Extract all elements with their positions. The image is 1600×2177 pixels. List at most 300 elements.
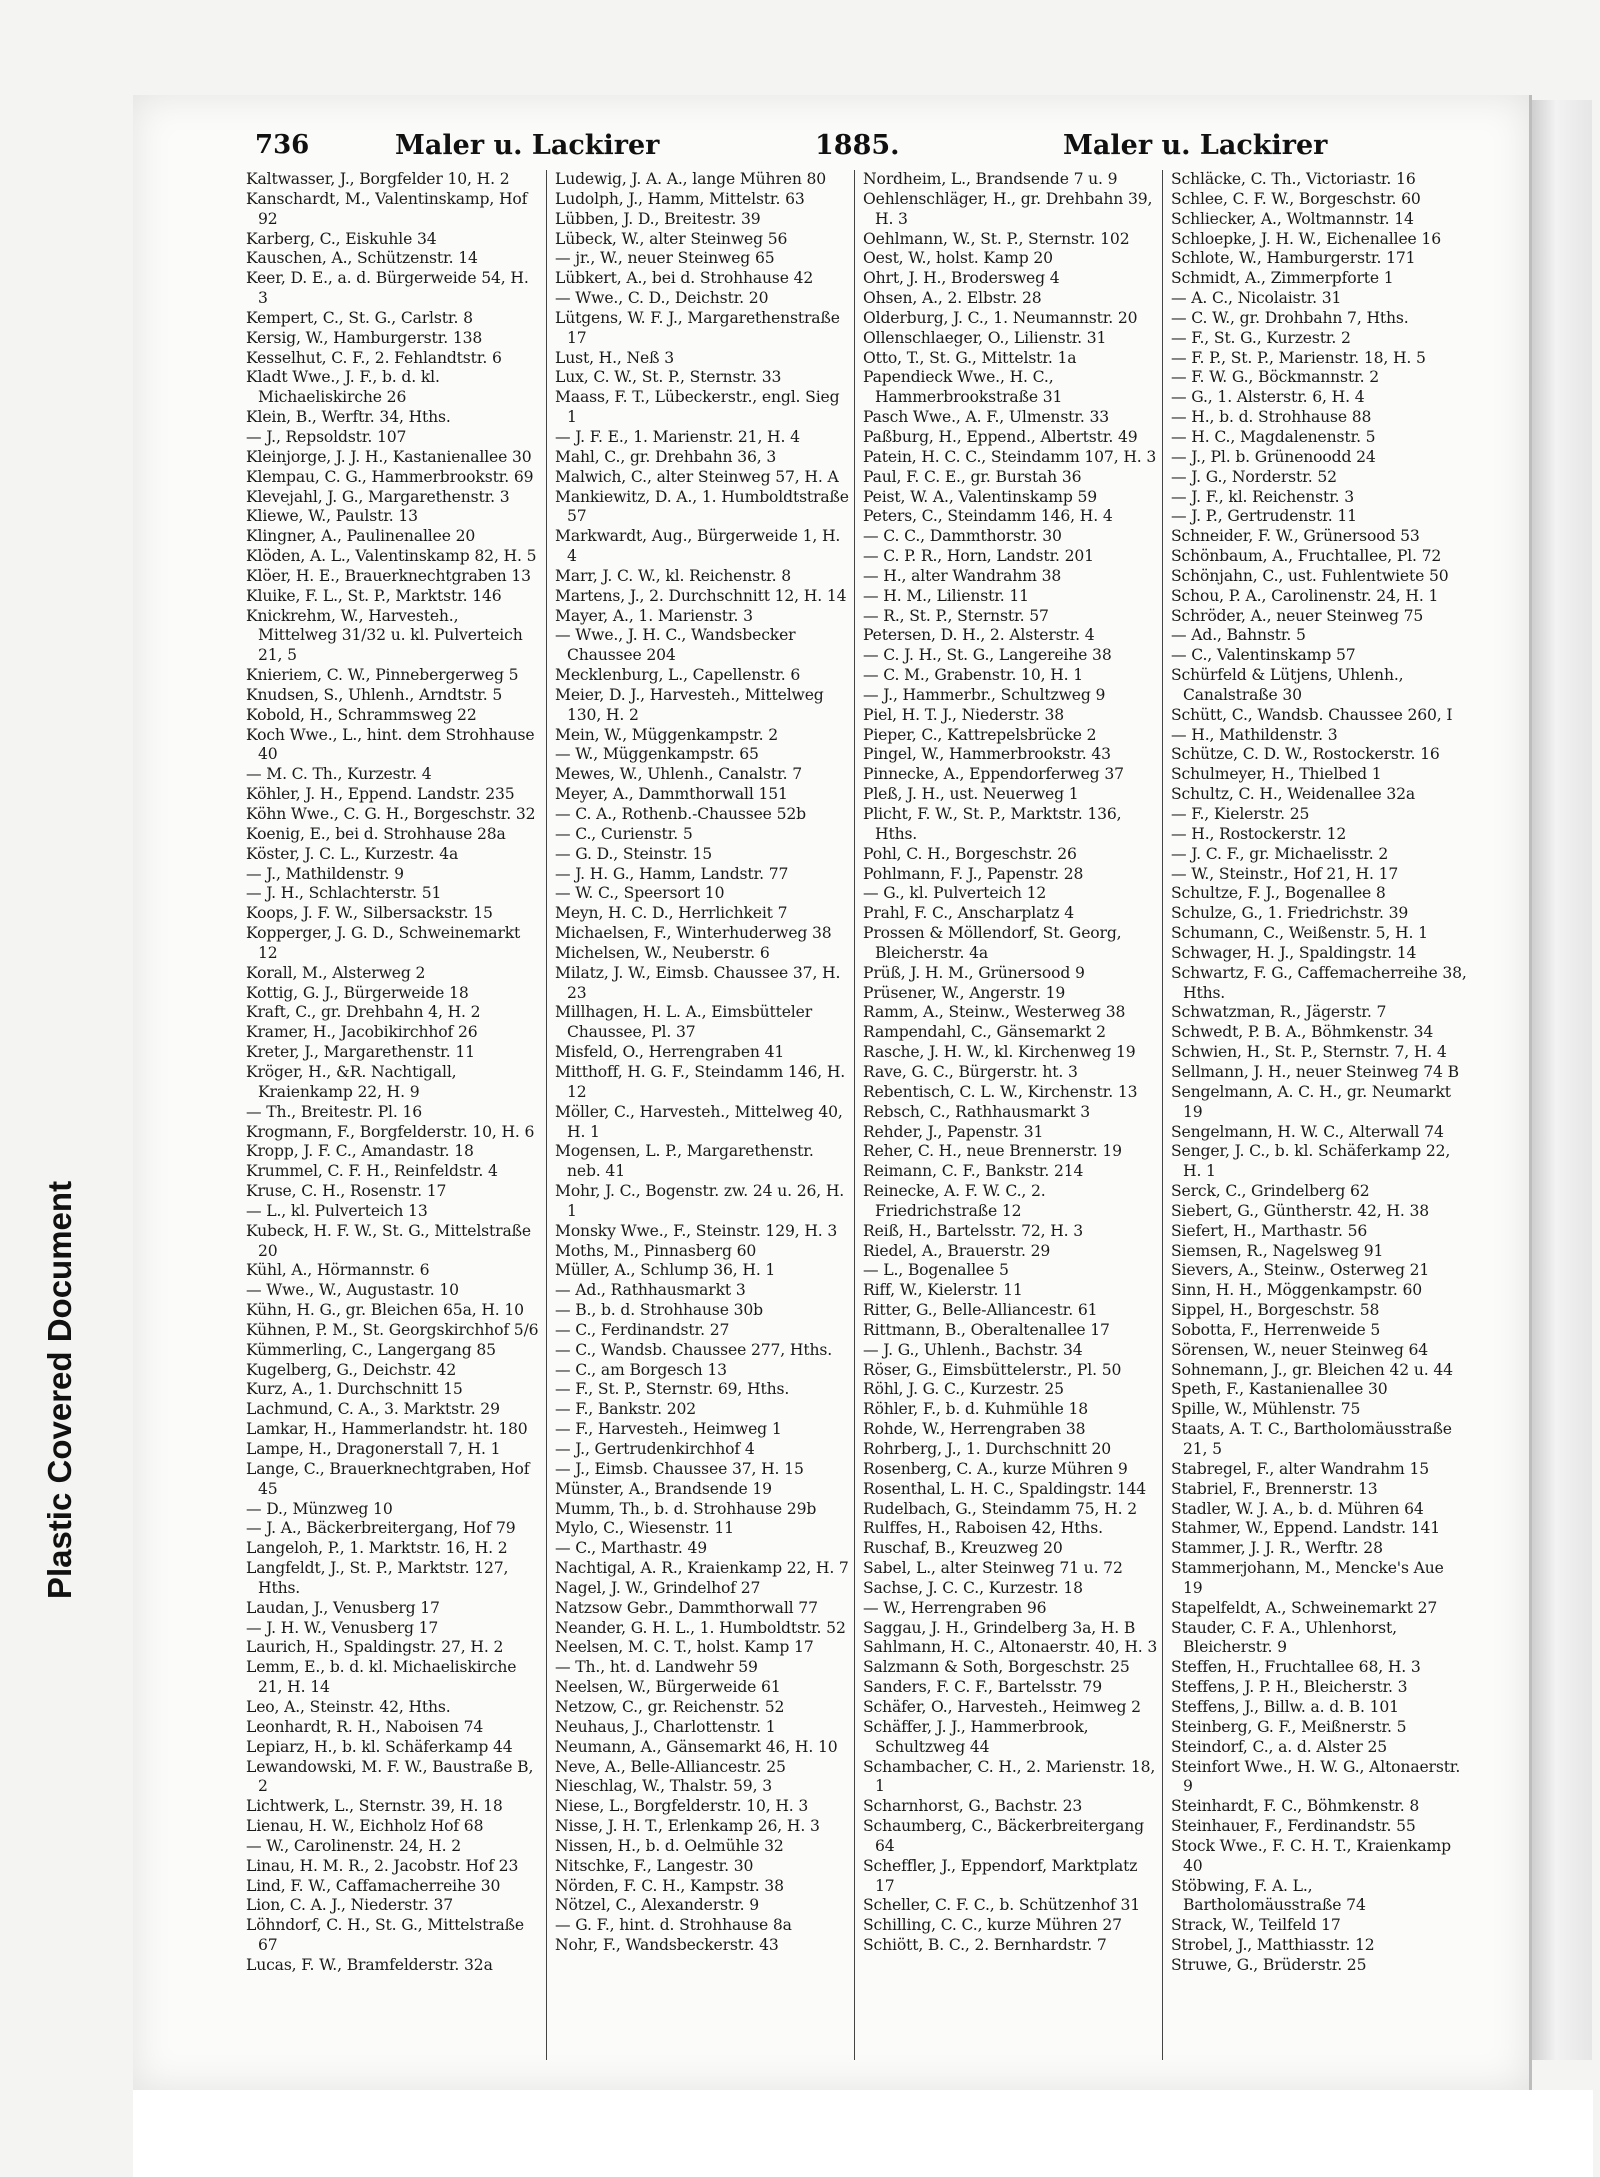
directory-entry: Stabregel, F., alter Wandrahm 15 (1171, 1459, 1430, 1478)
directory-entry: — Wwe., W., Augustastr. 10 (246, 1281, 459, 1300)
directory-entry: Petersen, D. H., 2. Alsterstr. 4 (863, 626, 1095, 645)
directory-entry: Olderburg, J. C., 1. Neumannstr. 20 (863, 308, 1138, 327)
directory-entry: Papendieck Wwe., H. C., Hammerbrookstraße 31 (863, 368, 1063, 407)
directory-entry: Reiß, H., Bartelsstr. 72, H. 3 (863, 1221, 1084, 1240)
directory-entry: Schönjahn, C., ust. Fuhlentwiete 50 (1171, 566, 1449, 585)
directory-entry: Lienau, H. W., Eichholz Hof 68 (246, 1817, 484, 1836)
directory-entry: — H., Rostockerstr. 12 (1171, 824, 1347, 843)
directory-entry: Schäfer, O., Harvesteh., Heimweg 2 (863, 1697, 1141, 1716)
directory-entry: Stahmer, W., Eppend. Landstr. 141 (1171, 1519, 1441, 1538)
directory-entry: Schwager, H. J., Spaldingstr. 14 (1171, 943, 1417, 962)
directory-entry: — F., Harvesteh., Heimweg 1 (555, 1420, 782, 1439)
directory-entry: Steinberg, G. F., Meißnerstr. 5 (1171, 1717, 1407, 1736)
directory-entry: Schambacher, C. H., 2. Marienstr. 18, 1 (863, 1757, 1156, 1796)
directory-entry: Klempau, C. G., Hammerbrookstr. 69 (246, 467, 534, 486)
directory-entry: Schwien, H., St. P., Sternstr. 7, H. 4 (1171, 1043, 1447, 1062)
directory-entry: Natzsow Gebr., Dammthorwall 77 (555, 1598, 818, 1617)
directory-entry: Lichtwerk, L., Sternstr. 39, H. 18 (246, 1797, 503, 1816)
directory-entry: Rohde, W., Herrengraben 38 (863, 1420, 1086, 1439)
directory-entry: Nagel, J. W., Grindelhof 27 (555, 1578, 761, 1597)
directory-entry: Kurz, A., 1. Durchschnitt 15 (246, 1380, 463, 1399)
directory-entry: Ludewig, J. A. A., lange Mühren 80 (555, 170, 827, 188)
directory-entry: Kugelberg, G., Deichstr. 42 (246, 1360, 457, 1379)
directory-entry: Pleß, J. H., ust. Neuerweg 1 (863, 785, 1079, 804)
directory-entry: Krogmann, F., Borgfelderstr. 10, H. 6 (246, 1122, 535, 1141)
directory-entry: Kropp, J. F. C., Amandastr. 18 (246, 1142, 474, 1161)
directory-entry: Lind, F. W., Caffamacherreihe 30 (246, 1876, 501, 1895)
directory-entry: — J. G., Norderstr. 52 (1171, 467, 1337, 486)
directory-entry: — jr., W., neuer Steinweg 65 (555, 249, 775, 268)
directory-entry: Serck, C., Grindelberg 62 (1171, 1182, 1370, 1201)
directory-entry: Schneider, F. W., Grünersood 53 (1171, 527, 1420, 546)
directory-entry: Stöbwing, F. A. L., Bartholomäusstraße 74 (1171, 1876, 1366, 1915)
directory-entry: Paul, F. C. E., gr. Burstah 36 (863, 467, 1082, 486)
directory-entry: Sahlmann, H. C., Altonaerstr. 40, H. 3 (863, 1638, 1158, 1657)
directory-entry: Müller, A., Schlump 36, H. 1 (555, 1261, 776, 1280)
directory-entry: — B., b. d. Strohhause 30b (555, 1301, 764, 1320)
bottom-margin (133, 2090, 1593, 2177)
directory-entry: Köhn Wwe., C. G. H., Borgeschstr. 32 (246, 805, 536, 823)
column-1 (238, 170, 546, 2060)
directory-entry: Prüß, J. H. M., Grünersood 9 (863, 963, 1085, 982)
directory-entry: Pingel, W., Hammerbrookstr. 43 (863, 745, 1111, 764)
directory-entry: Sobotta, F., Herrenweide 5 (1171, 1320, 1381, 1339)
page-edge (1532, 100, 1592, 2060)
directory-entry: Malwich, C., alter Steinweg 57, H. A (555, 467, 839, 486)
directory-entry: Prahl, F. C., Anscharplatz 4 (863, 904, 1074, 923)
directory-entry: Ohrt, J. H., Brodersweg 4 (863, 269, 1060, 288)
directory-entry: Langeloh, P., 1. Marktstr. 16, H. 2 (246, 1539, 508, 1558)
directory-entry: Stammerjohann, M., Mencke's Aue 19 (1171, 1559, 1444, 1597)
directory-entry: Mayer, A., 1. Marienstr. 3 (555, 606, 753, 625)
directory-entry: — J. P., Gertrudenstr. 11 (1171, 507, 1357, 526)
directory-entry: Rave, G. C., Bürgerstr. ht. 3 (863, 1062, 1078, 1081)
directory-entry: Kobold, H., Schrammsweg 22 (246, 705, 477, 724)
directory-entry: Nisse, J. H. T., Erlenkamp 26, H. 3 (555, 1817, 820, 1836)
column-2 (546, 170, 855, 2060)
directory-entry: Steinfort Wwe., H. W. G., Altonaerstr. 9 (1171, 1757, 1461, 1796)
directory-entry: Klöden, A. L., Valentinskamp 82, H. 5 (246, 547, 537, 566)
directory-entry: Ludolph, J., Hamm, Mittelstr. 63 (555, 189, 805, 208)
directory-entry: Schliecker, A., Woltmannstr. 14 (1171, 209, 1414, 228)
directory-entry: — W., Steinstr., Hof 21, H. 17 (1171, 864, 1399, 883)
directory-entry: — Ad., Rathhausmarkt 3 (555, 1281, 746, 1300)
directory-entry: — C., am Borgesch 13 (555, 1360, 727, 1379)
directory-entry: Kröger, H., &R. Nachtigall, Kraienkamp 22, H. 9 (246, 1062, 457, 1101)
directory-entry: — F. P., St. P., Marienstr. 18, H. 5 (1171, 348, 1426, 367)
directory-entry: Oehlenschläger, H., gr. Drehbahn 39, H. 3 (863, 189, 1153, 228)
directory-entry: Mitthoff, H. G. F., Steindamm 146, H. 12 (555, 1062, 846, 1101)
directory-entry: Langfeldt, J., St. P., Marktstr. 127, Hths. (246, 1559, 509, 1597)
directory-entry: Strack, W., Teilfeld 17 (1171, 1916, 1341, 1935)
directory-entry: Lachmund, C. A., 3. Marktstr. 29 (246, 1400, 500, 1419)
directory-entry: Pohl, C. H., Borgeschstr. 26 (863, 844, 1077, 863)
directory-entry: Lucas, F. W., Bramfelderstr. 32a (246, 1955, 493, 1974)
directory-entry: Rudelbach, G., Steindamm 75, H. 2 (863, 1499, 1137, 1518)
directory-entry: — F., Kielerstr. 25 (1171, 805, 1310, 823)
directory-entry: — R., St. P., Sternstr. 57 (863, 606, 1049, 625)
directory-entry: Meyer, A., Dammthorwall 151 (555, 785, 788, 804)
directory-entry: Niese, L., Borgfelderstr. 10, H. 3 (555, 1797, 809, 1816)
directory-entry: Röhler, F., b. d. Kuhmühle 18 (863, 1400, 1089, 1419)
directory-entry: Reinecke, A. F. W. C., 2. Friedrichstraße 12 (863, 1182, 1046, 1220)
directory-entry: Netzow, C., gr. Reichenstr. 52 (555, 1697, 785, 1716)
directory-entry: Rosenberg, C. A., kurze Mühren 9 (863, 1459, 1128, 1478)
running-title-left: Maler u. Lackirer (395, 130, 660, 161)
directory-entry: Strobel, J., Matthiasstr. 12 (1171, 1936, 1375, 1955)
directory-entry: — J., Gertrudenkirchhof 4 (555, 1440, 755, 1458)
directory-entry: Laudan, J., Venusberg 17 (246, 1598, 440, 1617)
directory-entry: Monsky Wwe., F., Steinstr. 129, H. 3 (555, 1221, 838, 1240)
directory-entry: Mahl, C., gr. Drehbahn 36, 3 (555, 447, 777, 466)
directory-entry: Rasche, J. H. W., kl. Kirchenweg 19 (863, 1043, 1136, 1062)
directory-entry: — H., Mathildenstr. 3 (1171, 725, 1338, 744)
directory-entry: Kühnen, P. M., St. Georgskirchhof 5/6 (246, 1320, 539, 1339)
directory-columns (238, 170, 1470, 2060)
directory-entry: — G. F., hint. d. Strohhause 8a (555, 1916, 792, 1935)
directory-entry: Lust, H., Neß 3 (555, 348, 674, 367)
directory-entry: Scheller, C. F. C., b. Schützenhof 31 (863, 1896, 1140, 1915)
directory-entry: — L., kl. Pulverteich 13 (246, 1201, 428, 1220)
directory-entry: Knickrehm, W., Harvesteh., Mittelweg 31/32 u. kl. Pulverteich 21, 5 (246, 606, 523, 665)
directory-entry: Schütze, C. D. W., Rostockerstr. 16 (1171, 745, 1440, 764)
directory-entry: Lux, C. W., St. P., Sternstr. 33 (555, 368, 782, 387)
directory-entry: Knudsen, S., Uhlenh., Arndtstr. 5 (246, 685, 503, 704)
directory-entry: Sippel, H., Borgeschstr. 58 (1171, 1301, 1380, 1320)
directory-entry: — J., Repsoldstr. 107 (246, 427, 407, 446)
directory-entry: Neve, A., Belle-Alliancestr. 25 (555, 1757, 786, 1776)
directory-entry: Sievers, A., Steinw., Osterweg 21 (1171, 1261, 1430, 1280)
directory-entry: — F. W. G., Böckmannstr. 2 (1171, 368, 1379, 387)
directory-entry: Nachtigal, A. R., Kraienkamp 22, H. 7 (555, 1559, 849, 1578)
directory-entry: Maass, F. T., Lübeckerstr., engl. Sieg 1 (555, 388, 840, 427)
directory-entry: Schulmeyer, H., Thielbed 1 (1171, 765, 1382, 784)
directory-entry: Mankiewitz, D. A., 1. Humboldtstraße 57 (555, 487, 849, 526)
page-number: 736 (255, 130, 310, 160)
directory-entry: Rohrberg, J., 1. Durchschnitt 20 (863, 1440, 1112, 1458)
directory-entry: Kottig, G. J., Bürgerweide 18 (246, 983, 469, 1002)
directory-entry: Leonhardt, R. H., Naboisen 74 (246, 1717, 484, 1736)
year-heading: 1885. (815, 130, 900, 161)
directory-entry: Staats, A. T. C., Bartholomäusstraße 21, 5 (1171, 1420, 1452, 1458)
directory-entry: — J., Eimsb. Chaussee 37, H. 15 (555, 1459, 804, 1478)
directory-entry: — C., Curienstr. 5 (555, 824, 693, 843)
directory-entry: Stadler, W. J. A., b. d. Mühren 64 (1171, 1499, 1424, 1518)
directory-entry: — J., Mathildenstr. 9 (246, 864, 404, 883)
directory-entry: Schürfeld & Lütjens, Uhlenh., Canalstraße 30 (1171, 666, 1404, 704)
directory-entry: Sohnemann, J., gr. Bleichen 42 u. 44 (1171, 1360, 1453, 1379)
directory-entry: Otto, T., St. G., Mittelstr. 1a (863, 348, 1077, 367)
directory-entry: Speth, F., Kastanienallee 30 (1171, 1380, 1388, 1399)
directory-entry: Schou, P. A., Carolinenstr. 24, H. 1 (1171, 586, 1439, 605)
directory-entry: — J. H., Schlachterstr. 51 (246, 884, 442, 903)
directory-entry: — J. A., Bäckerbreitergang, Hof 79 (246, 1519, 516, 1538)
directory-entry: Lübkert, A., bei d. Strohhause 42 (555, 269, 814, 288)
directory-entry: Schäffer, J. J., Hammerbrook, Schultzweg 44 (863, 1717, 1089, 1756)
directory-entry: Struwe, G., Brüderstr. 25 (1171, 1955, 1367, 1974)
directory-entry: Mylo, C., Wiesenstr. 11 (555, 1519, 734, 1538)
directory-entry: — F., St. G., Kurzestr. 2 (1171, 328, 1351, 347)
directory-entry: — C. J. H., St. G., Langereihe 38 (863, 646, 1112, 665)
directory-entry: — C., Ferdinandstr. 27 (555, 1320, 730, 1339)
directory-entry: Keer, D. E., a. d. Bürgerweide 54, H. 3 (246, 269, 529, 308)
directory-entry: Köster, J. C. L., Kurzestr. 4a (246, 844, 459, 863)
directory-entry: Schumann, C., Weißenstr. 5, H. 1 (1171, 924, 1428, 943)
directory-entry: — J., Pl. b. Grünenoodd 24 (1171, 447, 1376, 466)
directory-entry: Stammer, J. J. R., Werftr. 28 (1171, 1539, 1383, 1558)
directory-entry: Linau, H. M. R., 2. Jacobstr. Hof 23 (246, 1856, 519, 1875)
directory-entry: Löhndorf, C. H., St. G., Mittelstraße 67 (246, 1916, 524, 1955)
directory-entry: Korall, M., Alsterweg 2 (246, 963, 426, 982)
directory-entry: Kanschardt, M., Valentinskamp, Hof 92 (246, 189, 528, 228)
directory-entry: Kauschen, A., Schützenstr. 14 (246, 249, 478, 268)
directory-entry: Rehder, J., Papenstr. 31 (863, 1122, 1044, 1141)
directory-entry: Möller, C., Harvesteh., Mittelweg 40, H. 1 (555, 1102, 843, 1141)
directory-entry: Michelsen, W., Neuberstr. 6 (555, 943, 770, 962)
directory-entry: Sengelmann, H. W. C., Alterwall 74 (1171, 1122, 1444, 1141)
directory-entry: Patein, H. C. C., Steindamm 107, H. 3 (863, 447, 1157, 466)
directory-entry: Schlote, W., Hamburgerstr. 171 (1171, 249, 1416, 268)
column-4 (1162, 170, 1471, 2060)
directory-entry: — A. C., Nicolaistr. 31 (1171, 289, 1342, 308)
directory-entry: Schütt, C., Wandsb. Chaussee 260, I (1171, 705, 1453, 724)
directory-entry: Schaumberg, C., Bäckerbreitergang 64 (863, 1817, 1144, 1855)
directory-entry: Nitschke, F., Langestr. 30 (555, 1856, 754, 1875)
directory-entry: Sachse, J. C. C., Kurzestr. 18 (863, 1578, 1083, 1597)
directory-entry: Kleinjorge, J. J. H., Kastanienallee 30 (246, 447, 532, 466)
directory-entry: Michaelsen, F., Winterhuderweg 38 (555, 924, 832, 943)
directory-entry: Marr, J. C. W., kl. Reichenstr. 8 (555, 566, 792, 585)
directory-entry: Lütgens, W. F. J., Margarethenstraße 17 (555, 308, 840, 347)
directory-entry: Schloepke, J. H. W., Eichenallee 16 (1171, 229, 1441, 248)
directory-entry: Schultz, C. H., Weidenallee 32a (1171, 785, 1416, 804)
directory-entry: Kühn, H. G., gr. Bleichen 65a, H. 10 (246, 1301, 524, 1320)
directory-entry: Schwatzman, R., Jägerstr. 7 (1171, 1003, 1387, 1022)
directory-entry: Ritter, G., Belle-Alliancestr. 61 (863, 1301, 1098, 1320)
directory-entry: Scheffler, J., Eppendorf, Marktplatz 17 (863, 1856, 1138, 1895)
directory-entry: Leo, A., Steinstr. 42, Hths. (246, 1697, 451, 1716)
directory-entry: Spille, W., Mühlenstr. 75 (1171, 1400, 1361, 1419)
directory-entry: Rebsch, C., Rathhausmarkt 3 (863, 1102, 1091, 1121)
directory-entry: Schläcke, C. Th., Victoriastr. 16 (1171, 170, 1416, 188)
directory-entry: — G. D., Steinstr. 15 (555, 844, 713, 863)
directory-entry: Lepiarz, H., b. kl. Schäferkamp 44 (246, 1737, 513, 1756)
directory-entry: — Wwe., J. H. C., Wandsbecker Chaussee 204 (555, 626, 796, 665)
directory-entry: Kramer, H., Jacobikirchhof 26 (246, 1023, 478, 1042)
directory-entry: Nörden, F. C. H., Kampstr. 38 (555, 1876, 784, 1895)
directory-entry: Kruse, C. H., Rosenstr. 17 (246, 1182, 447, 1201)
directory-entry: Nohr, F., Wandsbeckerstr. 43 (555, 1936, 779, 1955)
directory-entry: Klevejahl, J. G., Margarethenstr. 3 (246, 487, 510, 506)
directory-entry: Kesselhut, C. F., 2. Fehlandtstr. 6 (246, 348, 502, 367)
directory-entry: Klöer, H. E., Brauerknechtgraben 13 (246, 566, 531, 585)
directory-entry: Ramm, A., Steinw., Westerweg 38 (863, 1003, 1126, 1022)
directory-entry: Stapelfeldt, A., Schweinemarkt 27 (1171, 1598, 1438, 1617)
directory-entry: — H. M., Lilienstr. 11 (863, 586, 1029, 605)
directory-entry: — C. C., Dammthorstr. 30 (863, 527, 1062, 546)
directory-entry: — G., kl. Pulverteich 12 (863, 884, 1047, 903)
directory-entry: Plicht, F. W., St. P., Marktstr. 136, Hths. (863, 805, 1122, 843)
directory-entry: Rebentisch, C. L. W., Kirchenstr. 13 (863, 1082, 1138, 1101)
directory-entry: Milatz, J. W., Eimsb. Chaussee 37, H. 23 (555, 963, 841, 1002)
directory-entry: Meyn, H. C. D., Herrlichkeit 7 (555, 904, 788, 923)
directory-entry: Kaltwasser, J., Borgfelder 10, H. 2 (246, 170, 510, 188)
directory-entry: Sanders, F. C. F., Bartelsstr. 79 (863, 1678, 1102, 1697)
directory-entry: Saggau, J. H., Grindelberg 3a, H. B (863, 1618, 1136, 1637)
directory-entry: — W., Müggenkampstr. 65 (555, 745, 759, 764)
directory-entry: Pinnecke, A., Eppendorferweg 37 (863, 765, 1124, 784)
directory-entry: Stock Wwe., F. C. H. T., Kraienkamp 40 (1171, 1836, 1451, 1875)
directory-entry: Mogensen, L. P., Margarethenstr. neb. 41 (555, 1142, 814, 1181)
directory-entry: Neander, G. H. L., 1. Humboldtstr. 52 (555, 1618, 846, 1637)
directory-entry: Kliewe, W., Paulstr. 13 (246, 507, 418, 526)
directory-entry: Klein, B., Werftr. 34, Hths. (246, 408, 451, 427)
directory-entry: — G., 1. Alsterstr. 6, H. 4 (1171, 388, 1365, 407)
directory-entry: — L., Bogenallee 5 (863, 1261, 1009, 1280)
directory-entry: Schiött, B. C., 2. Bernhardstr. 7 (863, 1936, 1107, 1955)
directory-entry: Knieriem, C. W., Pinnebergerweg 5 (246, 666, 519, 685)
directory-entry: — F., St. P., Sternstr. 69, Hths. (555, 1380, 790, 1399)
directory-entry: Sengelmann, A. C. H., gr. Neumarkt 19 (1171, 1082, 1451, 1121)
directory-entry: Kreter, J., Margarethenstr. 11 (246, 1043, 475, 1062)
directory-entry: Stabriel, F., Brennerstr. 13 (1171, 1479, 1378, 1498)
directory-entry: Nötzel, C., Alexanderstr. 9 (555, 1896, 759, 1915)
directory-entry: Siefert, H., Marthastr. 56 (1171, 1221, 1368, 1240)
directory-entry: Prossen & Möllendorf, St. Georg, Bleicherstr. 4a (863, 924, 1122, 962)
directory-entry: — W. C., Speersort 10 (555, 884, 725, 903)
directory-entry: Lemm, E., b. d. kl. Michaeliskirche 21, H. 14 (246, 1658, 517, 1697)
column-3 (854, 170, 1163, 2060)
directory-entry: — M. C. Th., Kurzestr. 4 (246, 765, 432, 784)
directory-entry: Schulze, G., 1. Friedrichstr. 39 (1171, 904, 1409, 923)
directory-entry: Rosenthal, L. H. C., Spaldingstr. 144 (863, 1479, 1147, 1498)
directory-entry: Köhler, J. H., Eppend. Landstr. 235 (246, 785, 515, 804)
directory-entry: Steffen, H., Fruchtallee 68, H. 3 (1171, 1658, 1421, 1677)
directory-entry: — Ad., Bahnstr. 5 (1171, 626, 1306, 645)
directory-entry: Riff, W., Kielerstr. 11 (863, 1281, 1023, 1300)
directory-entry: Siemsen, R., Nagelsweg 91 (1171, 1241, 1384, 1260)
directory-entry: — J., Hammerbr., Schultzweg 9 (863, 685, 1106, 704)
directory-entry: Nordheim, L., Brandsende 7 u. 9 (863, 170, 1118, 188)
directory-entry: Mohr, J. C., Bogenstr. zw. 24 u. 26, H. 1 (555, 1182, 845, 1220)
directory-entry: Reimann, C. F., Bankstr. 214 (863, 1162, 1084, 1181)
directory-entry: Pieper, C., Kattrepelsbrücke 2 (863, 725, 1097, 744)
directory-entry: Rulffes, H., Raboisen 42, Hths. (863, 1519, 1103, 1538)
directory-entry: Piel, H. T. J., Niederstr. 38 (863, 705, 1064, 724)
directory-entry: — C. P. R., Horn, Landstr. 201 (863, 547, 1094, 566)
directory-entry: Oest, W., holst. Kamp 20 (863, 249, 1053, 268)
directory-entry: — J. H. W., Venusberg 17 (246, 1618, 439, 1637)
directory-entry: Schönbaum, A., Fruchtallee, Pl. 72 (1171, 547, 1442, 566)
directory-entry: — Wwe., C. D., Deichstr. 20 (555, 289, 769, 308)
directory-entry: Steinhardt, F. C., Böhmkenstr. 8 (1171, 1797, 1420, 1816)
directory-entry: Sabel, L., alter Steinweg 71 u. 72 (863, 1559, 1123, 1578)
directory-entry: Neumann, A., Gänsemarkt 46, H. 10 (555, 1737, 838, 1756)
directory-entry: Kersig, W., Hamburgerstr. 138 (246, 328, 483, 347)
directory-entry: Sellmann, J. H., neuer Steinweg 74 B (1171, 1062, 1459, 1081)
directory-entry: Lampe, H., Dragonerstall 7, H. 1 (246, 1440, 501, 1458)
directory-entry: Schwartz, F. G., Caffemacherreihe 38, Hths. (1171, 963, 1467, 1002)
directory-entry: — H., alter Wandrahm 38 (863, 566, 1062, 585)
directory-entry: Oehlmann, W., St. P., Sternstr. 102 (863, 229, 1130, 248)
directory-entry: Prüsener, W., Angerstr. 19 (863, 983, 1066, 1002)
side-label (30, 1030, 90, 1750)
directory-entry: Lübeck, W., alter Steinweg 56 (555, 229, 788, 248)
directory-entry: Sörensen, W., neuer Steinweg 64 (1171, 1340, 1429, 1359)
directory-entry: Mumm, Th., b. d. Strohhause 29b (555, 1499, 817, 1518)
directory-entry: Kladt Wwe., J. F., b. d. kl. Michaeliskirche 26 (246, 368, 440, 407)
directory-entry: Peist, W. A., Valentinskamp 59 (863, 487, 1098, 506)
directory-entry: Kühl, A., Hörmannstr. 6 (246, 1261, 430, 1280)
directory-entry: — J. F., kl. Reichenstr. 3 (1171, 487, 1355, 506)
directory-entry: Senger, J. C., b. kl. Schäferkamp 22, H. 1 (1171, 1142, 1451, 1181)
directory-entry: — J. C. F., gr. Michaelisstr. 2 (1171, 844, 1389, 863)
directory-entry: — Th., ht. d. Landwehr 59 (555, 1658, 758, 1677)
directory-entry: Rampendahl, C., Gänsemarkt 2 (863, 1023, 1106, 1042)
directory-entry: — C. M., Grabenstr. 10, H. 1 (863, 666, 1084, 685)
directory-entry: Riedel, A., Brauerstr. 29 (863, 1241, 1051, 1260)
directory-entry: — C., Marthastr. 49 (555, 1539, 708, 1558)
directory-entry: Nieschlag, W., Thalstr. 59, 3 (555, 1777, 772, 1796)
directory-entry: Lange, C., Brauerknechtgraben, Hof 45 (246, 1459, 530, 1498)
directory-entry: Pohlmann, F. J., Papenstr. 28 (863, 864, 1084, 883)
directory-entry: — H. C., Magdalenenstr. 5 (1171, 427, 1376, 446)
directory-entry: — F., Bankstr. 202 (555, 1400, 697, 1419)
directory-entry: Kraft, C., gr. Drehbahn 4, H. 2 (246, 1003, 481, 1022)
directory-entry: Röser, G., Eimsbüttelerstr., Pl. 50 (863, 1360, 1122, 1379)
directory-entry: — C., Wandsb. Chaussee 277, Hths. (555, 1340, 833, 1359)
directory-entry: Klingner, A., Paulinenallee 20 (246, 527, 476, 546)
directory-entry: — C. W., gr. Drohbahn 7, Hths. (1171, 308, 1409, 327)
directory-entry: Siebert, G., Güntherstr. 42, H. 38 (1171, 1201, 1429, 1220)
directory-entry: Koenig, E., bei d. Strohhause 28a (246, 824, 506, 843)
directory-entry: Steffens, J. P. H., Bleicherstr. 3 (1171, 1678, 1408, 1697)
directory-entry: Laurich, H., Spaldingstr. 27, H. 2 (246, 1638, 504, 1657)
directory-entry: Nissen, H., b. d. Oelmühle 32 (555, 1836, 784, 1855)
directory-entry: Markwardt, Aug., Bürgerweide 1, H. 4 (555, 527, 841, 566)
directory-entry: — W., Carolinenstr. 24, H. 2 (246, 1836, 461, 1855)
directory-entry: — C., Valentinskamp 57 (1171, 646, 1356, 665)
page-header (255, 130, 1470, 172)
directory-entry: Lübben, J. D., Breitestr. 39 (555, 209, 761, 228)
directory-entry: Schilling, C. C., kurze Mühren 27 (863, 1916, 1122, 1935)
directory-entry: — J. H. G., Hamm, Landstr. 77 (555, 864, 789, 883)
directory-entry: Kopperger, J. G. D., Schweinemarkt 12 (246, 924, 521, 962)
directory-entry: Steffens, J., Billw. a. d. B. 101 (1171, 1697, 1399, 1716)
directory-entry: — W., Herrengraben 96 (863, 1598, 1047, 1617)
directory-entry: Ollenschlaeger, O., Lilienstr. 31 (863, 328, 1107, 347)
directory-entry: Rittmann, B., Oberaltenallee 17 (863, 1320, 1110, 1339)
directory-entry: Stauder, C. F. A., Uhlenhorst, Bleicherstr. 9 (1171, 1618, 1397, 1657)
side-label-text: Plastic Covered Document (41, 1180, 78, 1600)
directory-entry: — Th., Breitestr. Pl. 16 (246, 1102, 423, 1121)
directory-entry: Neelsen, W., Bürgerweide 61 (555, 1678, 781, 1697)
directory-entry: Misfeld, O., Herrengraben 41 (555, 1043, 785, 1062)
directory-entry: Ohsen, A., 2. Elbstr. 28 (863, 289, 1042, 308)
directory-entry: Kümmerling, C., Langergang 85 (246, 1340, 496, 1359)
directory-entry: Münster, A., Brandsende 19 (555, 1479, 772, 1498)
directory-entry: Neelsen, M. C. T., holst. Kamp 17 (555, 1638, 814, 1657)
directory-entry: Krummel, C. F. H., Reinfeldstr. 4 (246, 1162, 498, 1181)
directory-entry: Schmidt, A., Zimmerpforte 1 (1171, 269, 1394, 288)
directory-entry: Sinn, H. H., Möggenkampstr. 60 (1171, 1281, 1423, 1300)
directory-entry: Koch Wwe., L., hint. dem Strohhause 40 (246, 725, 535, 764)
directory-entry: Peters, C., Steindamm 146, H. 4 (863, 507, 1113, 526)
directory-entry: Mewes, W., Uhlenh., Canalstr. 7 (555, 765, 802, 784)
directory-entry: Steindorf, C., a. d. Alster 25 (1171, 1737, 1388, 1756)
directory-entry: Kempert, C., St. G., Carlstr. 8 (246, 308, 473, 327)
directory-entry: Schröder, A., neuer Steinweg 75 (1171, 606, 1424, 625)
